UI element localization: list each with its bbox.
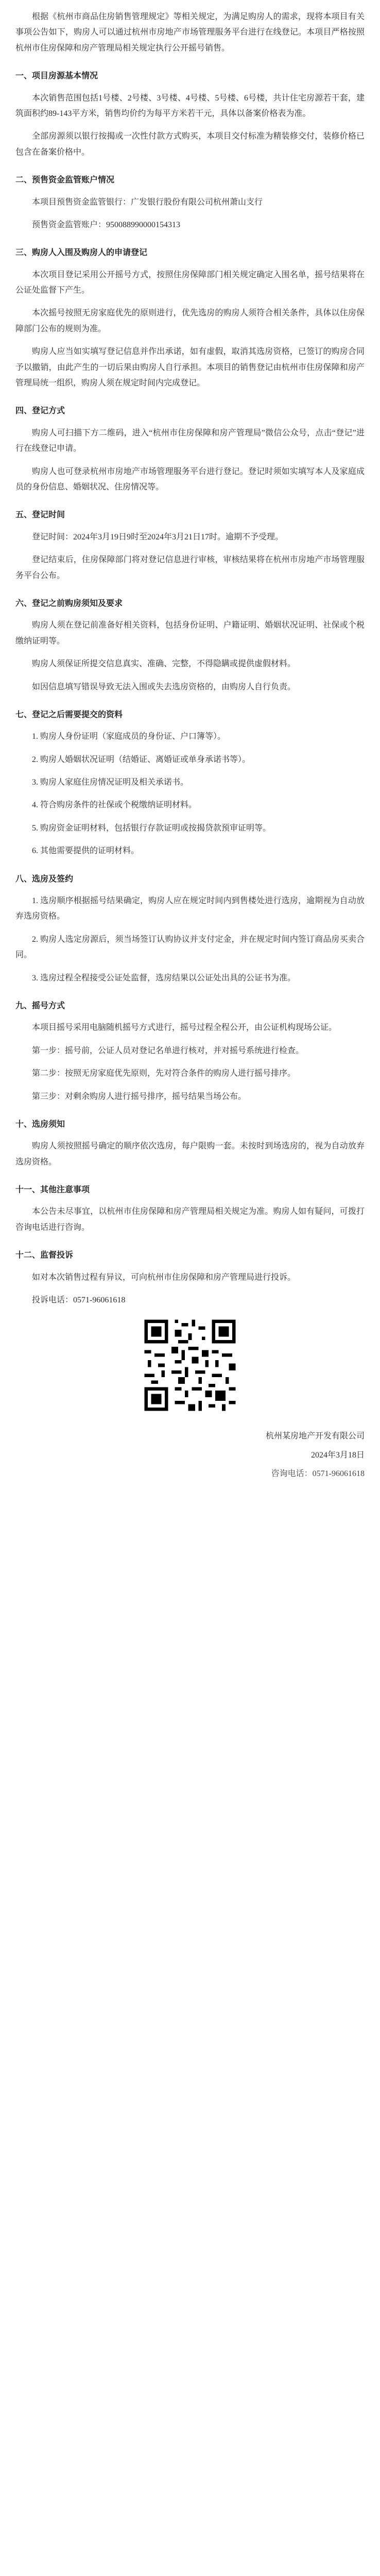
section-heading: 十二、监督投诉 <box>15 1251 74 1260</box>
section-paragraph: 第一步：摇号前，公证人员对登记名单进行核对，并对摇号系统进行检查。 <box>32 1046 304 1055</box>
section-paragraph: 登记结束后，住房保障部门将对登记信息进行审核，审核结果将在杭州市房地产市场管理服务平台公布。 <box>15 555 365 580</box>
section-paragraph: 本次项目登记采用公开摇号方式，按照住房保障部门相关规定确定入围名单，摇号结果将在公证处监督下产生。 <box>15 270 365 295</box>
section-paragraph: 购房人应当如实填写登记信息并作出承诺，如有虚假，取消其选房资格，已签订的购房合同予以撤销，由此产生的一切后果由购房人自行承担。本项目的销售登记由杭州市住房保障和房产管理局统一组织，购房人须在规定时间内完成登记。 <box>15 347 365 388</box>
section-heading: 九、摇号方式 <box>15 1001 65 1010</box>
section-paragraph: 登记时间：2024年3月19日9时至2024年3月21日17时。逾期不予受理。 <box>32 532 284 541</box>
section-paragraph: 本项目预售资金监管银行：广发银行股份有限公司杭州萧山支行 <box>32 197 263 207</box>
section-paragraph: 4. 符合购房条件的社保或个税缴纳证明材料。 <box>32 801 197 810</box>
section-paragraph: 全部房源须以银行按揭或一次性付款方式购买，本项目交付标准为精装修交付，装修价格已包含在备案价格中。 <box>15 132 365 157</box>
signature-block <box>15 1429 365 1482</box>
section-paragraph: 1. 选房顺序根据摇号结果确定，购房人应在规定时间内到售楼处进行选房，逾期视为自动放弃选房资格。 <box>15 896 365 921</box>
section-heading: 六、登记之前购房须知及要求 <box>15 599 123 608</box>
section-paragraph: 本公告未尽事宜，以杭州市住房保障和房产管理局相关规定为准。购房人如有疑问，可拨打咨询电话进行咨询。 <box>15 1207 365 1232</box>
section-heading: 三、购房人入围及购房人的申请登记 <box>15 248 148 258</box>
section-heading: 八、选房及签约 <box>15 874 74 884</box>
section-paragraph: 本次销售范围包括1号楼、2号楼、3号楼、4号楼、5号楼、6号楼，共计住宅房源若干套，建筑面积约89-143平方米，销售均价约为每平方米若干元，具体以备案价格表为准。 <box>15 93 365 118</box>
section-paragraph: 购房人须保证所提交信息真实、准确、完整，不得隐瞒或提供虚假材料。 <box>32 659 296 669</box>
qr-code-icon[interactable] <box>141 1316 239 1414</box>
section-paragraph: 购房人须在登记前准备好相关资料，包括身份证明、户籍证明、婚姻状况证明、社保或个税缴纳证明等。 <box>15 621 365 646</box>
section-paragraph: 预售资金监管账户：950088990000154313 <box>32 220 181 229</box>
section-paragraph: 第三步：对剩余购房人进行摇号排序，摇号结果当场公布。 <box>32 1092 247 1101</box>
section-heading: 七、登记之后需要提交的资料 <box>15 710 123 719</box>
section-heading: 十、选房须知 <box>15 1120 65 1129</box>
sections-container <box>15 69 365 1308</box>
section-paragraph: 3. 选房过程全程接受公证处监督，选房结果以公证处出具的公证书为准。 <box>32 973 296 982</box>
section-heading: 四、登记方式 <box>15 406 65 416</box>
qr-code-block <box>15 1316 365 1414</box>
section-paragraph: 6. 其他需要提供的证明材料。 <box>32 846 140 856</box>
section-paragraph: 如因信息填写错误导致无法入围或失去选房资格的，由购房人自行负责。 <box>32 682 296 691</box>
section-heading: 十一、其他注意事项 <box>15 1185 90 1195</box>
section-paragraph: 购房人也可登录杭州市房地产市场管理服务平台进行登记。登记时须如实填写本人及家庭成员的身份信息、婚姻状况、住房情况等。 <box>15 467 365 492</box>
section-paragraph: 购房人须按照摇号确定的顺序依次选房，每户限购一套。未按时到场选房的，视为自动放弃选房资格。 <box>15 1142 365 1166</box>
section-paragraph: 购房人可扫描下方二维码，进入“杭州市住房保障和房产管理局”微信公众号，点击“登记”进行在线登记申请。 <box>15 428 365 453</box>
section-paragraph: 5. 购房资金证明材料，包括银行存款证明或按揭贷款预审证明等。 <box>32 823 271 833</box>
section-paragraph: 3. 购房人家庭住房情况证明及相关承诺书。 <box>32 778 189 787</box>
section-paragraph: 2. 购房人选定房源后，须当场签订认购协议并支付定金，并在规定时间内签订商品房买卖合同。 <box>15 935 365 960</box>
section-paragraph: 投诉电话：0571-96061618 <box>32 1296 126 1305</box>
section-heading: 五、登记时间 <box>15 511 65 520</box>
section-paragraph: 第二步：按照无房家庭优先原则，先对符合条件的购房人进行摇号排序。 <box>32 1069 296 1078</box>
signature-date: 2024年3月18日 <box>310 1450 365 1460</box>
intro-paragraph: 根据《杭州市商品住房销售管理规定》等相关规定，为满足购房人的需求，现将本项目有关事项公告如下，购房人可以通过杭州市房地产市场管理服务平台进行在线登记。本项目严格按照杭州市住房保障和房产管理局相关规定执行公开摇号销售。 <box>15 12 365 53</box>
signature-company: 杭州某房地产开发有限公司 <box>265 1432 365 1441</box>
section-paragraph: 2. 购房人婚姻状况证明（结婚证、离婚证或单身承诺书等）。 <box>32 755 251 764</box>
section-heading: 二、预售资金监管账户情况 <box>15 176 115 185</box>
section-paragraph: 1. 购房人身份证明（家庭成员的身份证、户口簿等）。 <box>32 732 226 741</box>
section-paragraph: 本次摇号按照无房家庭优先的原则进行，优先选房的购房人须符合相关条件，具体以住房保障部门公布的规则为准。 <box>15 309 365 333</box>
section-heading: 一、项目房源基本情况 <box>15 72 98 81</box>
signature-contact: 咨询电话：0571-96061618 <box>271 1469 365 1479</box>
section-paragraph: 本项目摇号采用电脑随机摇号方式进行，摇号过程全程公开，由公证机构现场公证。 <box>32 1023 337 1032</box>
section-paragraph: 如对本次销售过程有异议，可向杭州市住房保障和房产管理局进行投诉。 <box>32 1273 296 1282</box>
